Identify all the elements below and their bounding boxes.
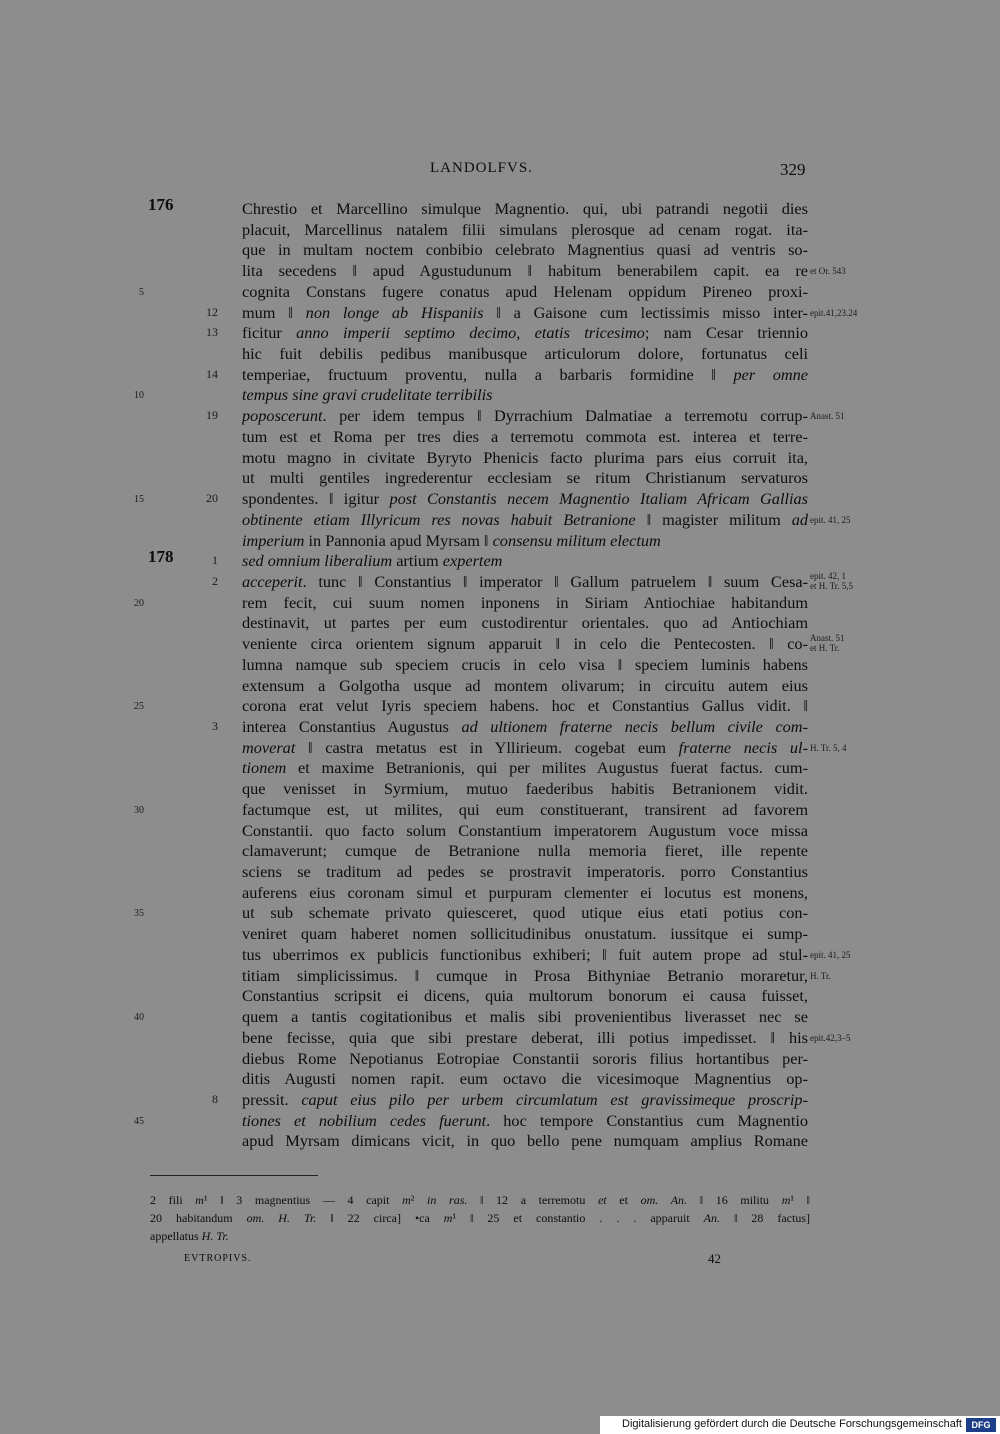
text-line	[0, 716, 1000, 737]
line-number: 25	[134, 701, 144, 713]
text-line	[0, 923, 1000, 944]
text-line	[0, 1110, 1000, 1131]
line-text: extensum a Golgotha usque ad montem olivarum; in circuitu autem eius	[242, 675, 808, 695]
line-text: tum est et Roma per tres dies a terremotu commota est. interea et terre-	[242, 426, 808, 446]
text-line	[0, 260, 1000, 281]
text-line	[0, 695, 1000, 716]
source-paragraph-number: 8	[212, 1091, 218, 1106]
footnote-line: appellatus H. Tr.	[150, 1229, 229, 1243]
line-text: motu magno in civitate Byryto Phenicis facto plurima pars eius corruit ita,	[242, 447, 808, 467]
source-paragraph-number: 20	[206, 491, 218, 506]
dfg-logo-icon: DFG	[966, 1418, 996, 1432]
line-text: que in multam noctem conbibio celebrato Magnentius quasi ad ventris so-	[242, 240, 808, 260]
running-head	[0, 160, 1000, 184]
text-line	[0, 820, 1000, 841]
text-line	[0, 343, 1000, 364]
page-number: 329	[780, 160, 806, 179]
source-paragraph-number: 12	[206, 304, 218, 319]
line-text: placuit, Marcellinus natalem filii simulans plerosque ad cenam rogat. ita-	[242, 219, 808, 239]
source-reference: epit. 41, 25	[810, 514, 851, 525]
line-text: tus uberrimos ex publicis functionibus exhiberi; ‖ fuit autem prope ad stul-	[242, 944, 808, 964]
line-text: apud Myrsam dimicans vicit, in quo bello pene numquam amplius Romane	[242, 1131, 808, 1151]
source-reference: H. Tr. 5, 4	[810, 742, 847, 753]
text-line	[0, 633, 1000, 654]
line-text: lumna namque sub speciem crucis in celo visa ‖ speciem luminis habens	[242, 654, 808, 674]
line-text: tempus sine gravi crudelitate terribilis	[242, 385, 493, 405]
text-line	[0, 384, 1000, 405]
text-line	[0, 488, 1000, 509]
line-text: poposcerunt. per idem tempus ‖ Dyrrachium Dalmatiae a terremotu corrup-	[242, 406, 808, 426]
source-paragraph-number: 2	[212, 573, 218, 588]
line-text: rem fecit, cui suum nomen inponens in Siriam Antiochiae habitandum	[242, 592, 808, 612]
line-text: titiam simplicissimus. ‖ cumque in Prosa Bithyniae Betranio moraretur,	[242, 965, 808, 985]
text-line	[0, 281, 1000, 302]
line-text: cognita Constans fugere conatus apud Helenam oppidum Pireneo proxi-	[242, 281, 808, 301]
line-number: 20	[134, 597, 144, 609]
text-line	[0, 1068, 1000, 1089]
line-text: ditis Augusti nomen rapit. eum octavo die vicesimoque Magnentius op-	[242, 1069, 808, 1089]
line-text: clamaverunt; cumque de Betranione nulla memoria fieret, ille repente	[242, 841, 808, 861]
text-line	[0, 840, 1000, 861]
source-paragraph-number: 19	[206, 408, 218, 423]
line-number: 5	[139, 286, 144, 298]
text-line	[0, 1027, 1000, 1048]
source-reference: Anast. 51	[810, 411, 845, 422]
line-text: ficitur anno imperii septimo decimo, etatis tricesimo; nam Cesar triennio	[242, 323, 808, 343]
line-text: tionem et maxime Betranionis, qui per milites Augustus fuerat factus. cum-	[242, 758, 808, 778]
line-text: quem a tantis cogitationibus et malis sibi provenientibus liverasset nec se	[242, 1007, 808, 1027]
text-line	[0, 571, 1000, 592]
line-text: ut multi gentiles ingrederentur ecclesiam se ritum Christianum servaturos	[242, 468, 808, 488]
text-line	[0, 1048, 1000, 1069]
text-line	[0, 737, 1000, 758]
text-line	[0, 799, 1000, 820]
section-number: 176	[148, 195, 174, 214]
line-text: que venisset in Syrmium, mutuo faederibus habitis Betranionem vidit.	[242, 779, 808, 799]
text-line	[0, 985, 1000, 1006]
source-reference: et Or. 543	[810, 266, 846, 277]
line-text: imperium in Pannonia apud Myrsam ‖ consensu militum electum	[242, 530, 661, 550]
line-text: acceperit. tunc ‖ Constantius ‖ imperator ‖ Gallum patruelem ‖ suum Cesa-	[242, 571, 808, 591]
line-text: auferens eius coronam simul et purpuram clementer ei locutus est monens,	[242, 882, 808, 902]
line-number: 15	[134, 494, 144, 506]
line-text: Constantius scripsit ei dicens, quia multorum bonorum ei causa fuisset,	[242, 986, 808, 1006]
source-reference: epit. 41, 25	[810, 949, 851, 960]
text-line	[0, 239, 1000, 260]
text-line	[0, 547, 1000, 571]
line-text: moverat ‖ castra metatus est in Yllirieum. cogebat eum fraterne necis ul-	[242, 737, 808, 757]
section-number: 178	[148, 547, 174, 567]
text-line	[0, 1006, 1000, 1027]
source-reference: H. Tr.	[810, 970, 831, 981]
text-line	[0, 447, 1000, 468]
line-text: factumque est, ut milites, qui eum constituerant, transirent ad favorem	[242, 799, 808, 819]
text-line	[0, 592, 1000, 613]
text-line	[0, 654, 1000, 675]
source-paragraph-number: 13	[206, 325, 218, 340]
line-number: 40	[134, 1012, 144, 1024]
source-reference: epit.41,23.24	[810, 307, 858, 318]
footnote-line: 20 habitandum om. H. Tr. ‖ 22 circa] •ca m¹ ‖ 25 et constantio . . . apparuit An. ‖ 28 factus]	[150, 1211, 810, 1225]
text-line	[0, 1130, 1000, 1151]
line-number: 45	[134, 1115, 144, 1127]
source-reference: epit.42,3–5	[810, 1032, 851, 1043]
text-line	[0, 675, 1000, 696]
text-line	[0, 612, 1000, 633]
text-line	[0, 405, 1000, 426]
text-line	[0, 944, 1000, 965]
running-title: LANDOLFVS.	[430, 160, 533, 176]
line-text: diebus Rome Nepotianus Eotropiae Constantii sororis filius hortantibus per-	[242, 1048, 808, 1068]
line-number: 10	[134, 390, 144, 402]
line-text: sed omnium liberalium artium expertem	[242, 551, 503, 571]
line-text: Chrestio et Marcellino simulque Magnentio. qui, ubi patrandi negotii dies	[242, 199, 808, 218]
line-text: ut sub schemate privato quiesceret, quod utique eius etati potius con-	[242, 903, 808, 923]
line-text: veniret quam haberet nomen sollicitudinibus onustatum. iussitque ei sump-	[242, 924, 808, 944]
text-line	[0, 902, 1000, 923]
source-paragraph-number: 1	[212, 553, 218, 568]
line-text: lita secedens ‖ apud Agustudunum ‖ habitum benerabilem capit. ea re	[242, 261, 808, 281]
source-paragraph-number: 14	[206, 366, 218, 381]
text-line	[0, 219, 1000, 240]
signature-mark: EVTROPIVS.	[184, 1253, 252, 1264]
text-line	[0, 1089, 1000, 1110]
line-text: tiones et nobilium cedes fuerunt. hoc tempore Constantius cum Magnentio	[242, 1110, 808, 1130]
source-reference: epit. 42, 1 et H. Tr. 5,5	[810, 570, 854, 591]
signature-number: 42	[708, 1251, 721, 1266]
line-text: corona erat velut Iyris speciem habens. hoc et Constantius Gallus vidit. ‖	[242, 696, 808, 716]
line-text: obtinente etiam Illyricum res novas habuit Betranione ‖ magister militum ad	[242, 509, 808, 529]
line-text: hic fuit debilis pedibus manibusque articulorum dolore, fortunatus celi	[242, 344, 808, 364]
text-line	[0, 364, 1000, 385]
footnote-rule	[150, 1175, 318, 1176]
line-text: interea Constantius Augustus ad ultionem fraterne necis bellum civile com-	[242, 717, 808, 736]
line-text: mum ‖ non longe ab Hispaniis ‖ a Gaisone cum lectissimis misso inter-	[242, 302, 808, 322]
line-number: 35	[134, 908, 144, 920]
text-line	[0, 778, 1000, 799]
text-line	[0, 861, 1000, 882]
line-text: Constantii. quo facto solum Constantium imperatorem Augustum voce missa	[242, 820, 808, 840]
text-line	[0, 882, 1000, 903]
text-line	[0, 302, 1000, 323]
text-line	[0, 965, 1000, 986]
line-text: spondentes. ‖ igitur post Constantis necem Magnentio Italiam Africam Gallias	[242, 489, 808, 509]
text-line	[0, 426, 1000, 447]
footer-credit: Digitalisierung gefördert durch die Deutsche Forschungsgemeinschaft	[622, 1418, 962, 1430]
line-text: bene fecisse, quia que sibi prestare deberat, illi potius impedisset. ‖ his	[242, 1027, 808, 1047]
line-number: 30	[134, 804, 144, 816]
text-line	[0, 467, 1000, 488]
line-text: veniente circa orientem signum apparuit ‖ in celo die Pentecosten. ‖ co-	[242, 634, 808, 654]
line-text: destinavit, ut partes per eum custodirentur orientales. quo ad Antiochiam	[242, 613, 808, 633]
line-text: sciens se traditum ad pedes se prostravit imperatoris. porro Constantius	[242, 862, 808, 882]
line-text: pressit. caput eius pilo per urbem circumlatum est gravissimeque proscrip-	[242, 1089, 808, 1109]
line-text: temperiae, fructuum proventu, nulla a barbaris formidine ‖ per omne	[242, 364, 808, 384]
source-paragraph-number: 3	[212, 719, 218, 733]
text-line	[0, 757, 1000, 778]
footnote-line: 2 fili m¹ ‖ 3 magnentius — 4 capit m² in ras. ‖ 12 a terremotu et et om. An. ‖ 16 militu m¹ ‖	[150, 1193, 810, 1207]
source-reference: Anast. 51 et H. Tr.	[810, 633, 845, 654]
text-line	[0, 509, 1000, 530]
digitization-footer	[600, 1416, 1000, 1434]
text-line	[0, 195, 1000, 219]
text-line	[0, 322, 1000, 343]
